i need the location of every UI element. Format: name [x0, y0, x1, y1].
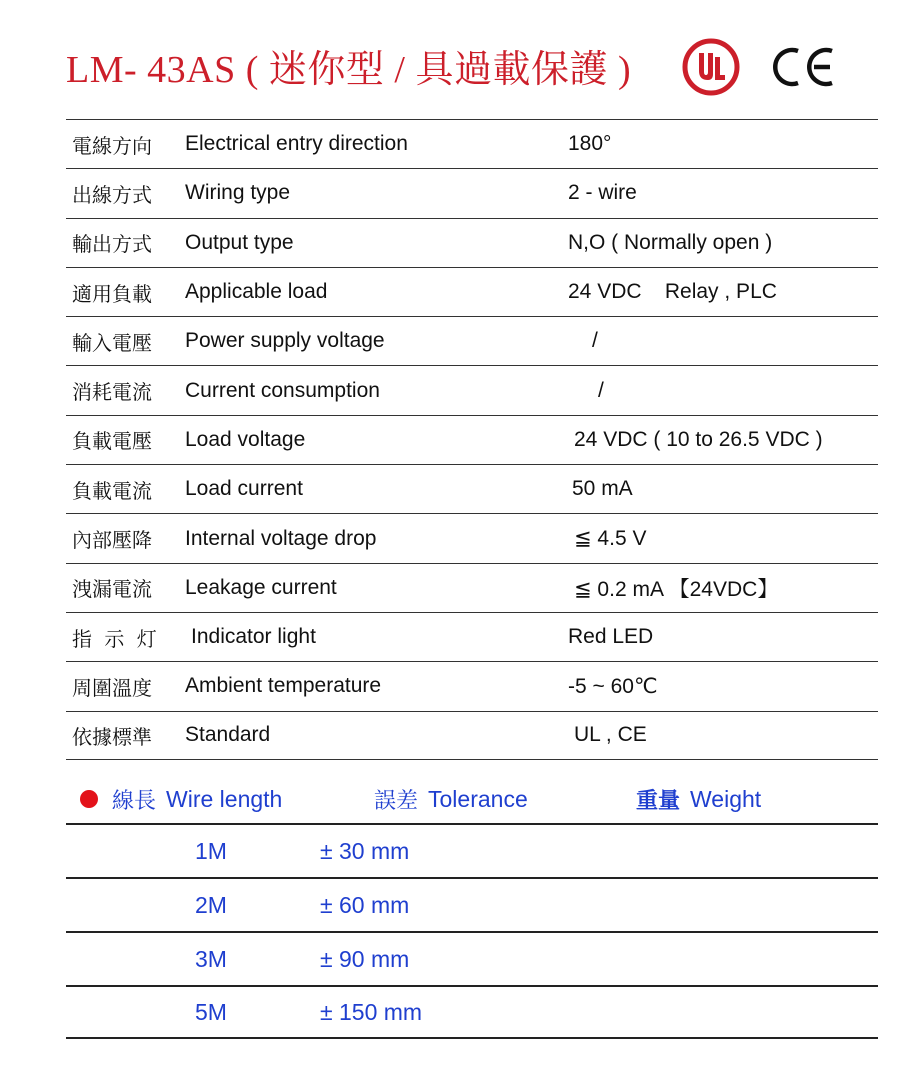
spec-label-en: Electrical entry direction: [185, 132, 408, 156]
spec-label-zh: 負載電壓: [72, 429, 152, 454]
spec-value: 24 VDC Relay , PLC: [568, 280, 777, 304]
wire-length-value: 2M: [195, 891, 227, 918]
spec-row: [66, 365, 878, 414]
spec-value: ≦ 4.5 V: [574, 527, 647, 551]
tolerance-en: Tolerance: [428, 785, 528, 812]
wire-row: [66, 931, 878, 985]
tolerance-zh: 誤差: [374, 788, 419, 814]
weight-en: Weight: [690, 785, 762, 812]
tolerance-header: [374, 784, 636, 815]
spec-label-en: Load current: [185, 477, 303, 501]
wire-row: [66, 823, 878, 877]
wire-row: [66, 877, 878, 931]
spec-label-zh: 電線方向: [72, 133, 152, 158]
spec-label-en: Power supply voltage: [185, 329, 385, 353]
spec-row: [66, 267, 878, 316]
weight-header: [636, 784, 761, 815]
spec-row: [66, 119, 878, 168]
spec-label-zh: 出線方式: [72, 182, 152, 207]
spec-row: [66, 612, 878, 661]
tolerance-value: ± 60 mm: [320, 891, 410, 918]
spec-value: -5 ~ 60℃: [568, 674, 658, 698]
ce-certification-logo: [768, 40, 840, 94]
wire-length-value: 1M: [195, 837, 227, 864]
bullet-dot-icon: [80, 790, 98, 808]
spec-label-zh: 周圍溫度: [72, 675, 152, 700]
spec-value: Red LED: [568, 625, 654, 649]
page-title: LM- 43AS ( 迷你型 / 具過載保護 ): [66, 48, 632, 91]
tolerance-value: ± 90 mm: [320, 945, 410, 972]
spec-row: [66, 415, 878, 464]
wire-length-value: 3M: [195, 945, 227, 972]
spec-row: [66, 563, 878, 612]
spec-label-zh: 輸出方式: [72, 232, 152, 257]
spec-label-en: Applicable load: [185, 280, 328, 304]
spec-label-en: Current consumption: [185, 378, 380, 402]
spec-value: /: [592, 329, 598, 353]
wire-row: [66, 985, 878, 1039]
tolerance-value: ± 30 mm: [320, 837, 410, 864]
spec-row: [66, 661, 878, 710]
spec-value: 2 - wire: [568, 181, 637, 205]
tolerance-value: ± 150 mm: [320, 998, 423, 1025]
spec-label-zh: 適用負載: [72, 281, 152, 306]
spec-label-zh: 輸入電壓: [72, 330, 152, 355]
spec-row: [66, 168, 878, 217]
spec-row: [66, 513, 878, 562]
header: [66, 30, 631, 100]
spec-row: [66, 218, 878, 267]
spec-label-en: Output type: [185, 230, 294, 254]
spec-label-en: Ambient temperature: [185, 674, 382, 698]
spec-label-zh: 負載電流: [72, 478, 152, 503]
wire-length-header: [112, 784, 374, 815]
spec-label-zh: 洩漏電流: [72, 577, 152, 602]
spec-label-zh: 內部壓降: [72, 528, 152, 553]
spec-table: [66, 119, 878, 760]
spec-row: [66, 464, 878, 513]
spec-row: [66, 711, 878, 760]
wire-length-table: [66, 823, 878, 1039]
wire-table-header: [66, 778, 878, 820]
spec-value: N,O ( Normally open ): [568, 230, 773, 254]
spec-value: UL , CE: [574, 723, 647, 747]
spec-label-zh: 依據標準: [72, 724, 152, 749]
spec-label-zh: 消耗電流: [72, 380, 152, 405]
spec-value: 50 mA: [572, 477, 633, 501]
spec-value: /: [598, 378, 604, 402]
spec-value: ≦ 0.2 mA 【24VDC】: [574, 577, 779, 601]
spec-label-en: Wiring type: [185, 181, 291, 205]
ul-certification-logo: [682, 38, 740, 96]
wire-length-en: Wire length: [166, 785, 283, 812]
spec-label-en: Indicator light: [191, 625, 316, 649]
spec-label-zh: 指 示 灯: [72, 626, 160, 651]
spec-label-en: Leakage current: [185, 575, 337, 599]
spec-label-en: Standard: [185, 723, 271, 747]
weight-zh: 重量: [636, 787, 681, 813]
spec-value: 24 VDC ( 10 to 26.5 VDC ): [574, 427, 823, 451]
spec-label-en: Internal voltage drop: [185, 526, 377, 550]
spec-value: 180°: [568, 132, 612, 156]
spec-row: [66, 316, 878, 365]
spec-label-en: Load voltage: [185, 427, 306, 451]
wire-length-zh: 線長: [112, 788, 157, 814]
wire-length-value: 5M: [195, 998, 227, 1025]
